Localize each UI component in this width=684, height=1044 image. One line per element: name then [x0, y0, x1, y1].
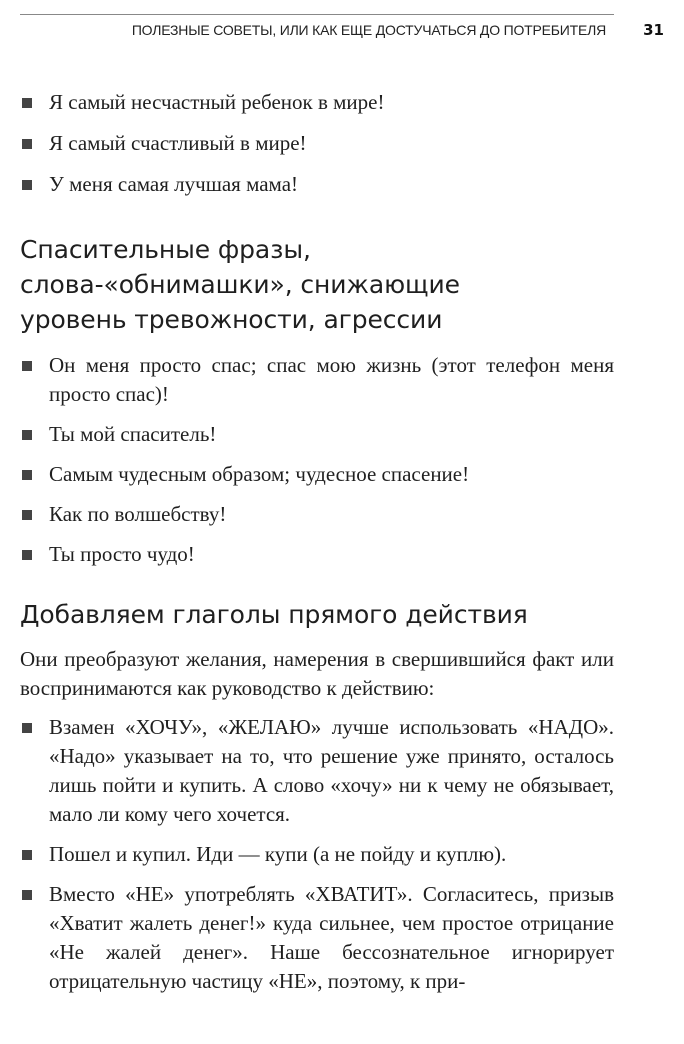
list-item	[20, 500, 614, 529]
list-item	[20, 840, 614, 869]
page-number: 31	[643, 21, 664, 39]
list-item-text: Вместо «НЕ» употреблять «ХВАТИТ». Согласитесь, призыв «Хватит жалеть денег!» куда сильнее, чем простое отрицание «Не жалей денег». Наше бессознательное игнорирует отрицательную частицу «НЕ», поэтому, к при-	[49, 882, 614, 993]
section-intro-paragraph: Они преобразуют желания, намерения в свершившийся факт или воспринимаются как руководство к действию:	[20, 647, 614, 700]
list-item-text: Ты просто чудо!	[49, 542, 195, 566]
header-rule	[20, 14, 614, 15]
list-item-text: Ты мой спаситель!	[49, 422, 217, 446]
section-heading-action-verbs: Добавляем глаголы прямого действия	[20, 600, 528, 629]
heading-line: уровень тревожности, агрессии	[20, 305, 443, 334]
square-bullet-icon	[22, 723, 32, 733]
list-item-text: Как по волшебству!	[49, 502, 227, 526]
list-item	[20, 351, 614, 409]
list-item	[20, 713, 614, 829]
list-item	[20, 880, 614, 996]
list-item-text: Я самый счастливый в мире!	[49, 131, 307, 155]
list-item	[20, 170, 614, 199]
heading-line: слова-«обнимашки», снижающие	[20, 270, 460, 299]
list-item-text: Он меня просто спас; спас мою жизнь (этот телефон меня просто спас)!	[49, 353, 614, 406]
heading-line: Спасительные фразы,	[20, 235, 311, 264]
list-item	[20, 420, 614, 449]
top-bullet-list	[20, 88, 614, 199]
list-item-text: Взамен «ХОЧУ», «ЖЕЛАЮ» лучше использовать «НАДО». «Надо» указывает на то, что решение уже принято, осталось лишь пойти и купить. А слово «хочу» ни к чему не обязывает, мало ли кому чего хочется.	[49, 715, 614, 826]
running-title: ПОЛЕЗНЫЕ СОВЕТЫ, ИЛИ КАК ЕЩЕ ДОСТУЧАТЬСЯ ДО ПОТРЕБИТЕЛЯ	[131, 22, 606, 38]
list-item	[20, 460, 614, 489]
list-item-text: Я самый несчастный ребенок в мире!	[49, 90, 385, 114]
rescue-phrases-list	[20, 351, 614, 569]
page-content	[20, 88, 614, 1007]
square-bullet-icon	[22, 361, 32, 371]
action-verbs-list	[20, 713, 614, 996]
list-item-text: У меня самая лучшая мама!	[49, 172, 299, 196]
list-item-text: Самым чудесным образом; чудесное спасение!	[49, 462, 470, 486]
square-bullet-icon	[22, 180, 32, 190]
square-bullet-icon	[22, 890, 32, 900]
square-bullet-icon	[22, 470, 32, 480]
square-bullet-icon	[22, 98, 32, 108]
list-item	[20, 129, 614, 158]
section-heading-rescue-phrases	[20, 232, 614, 337]
list-item-text: Пошел и купил. Иди — купи (а не пойду и куплю).	[49, 842, 507, 866]
running-header	[20, 20, 664, 44]
square-bullet-icon	[22, 850, 32, 860]
square-bullet-icon	[22, 139, 32, 149]
list-item	[20, 88, 614, 117]
list-item	[20, 540, 614, 569]
square-bullet-icon	[22, 550, 32, 560]
square-bullet-icon	[22, 510, 32, 520]
square-bullet-icon	[22, 430, 32, 440]
